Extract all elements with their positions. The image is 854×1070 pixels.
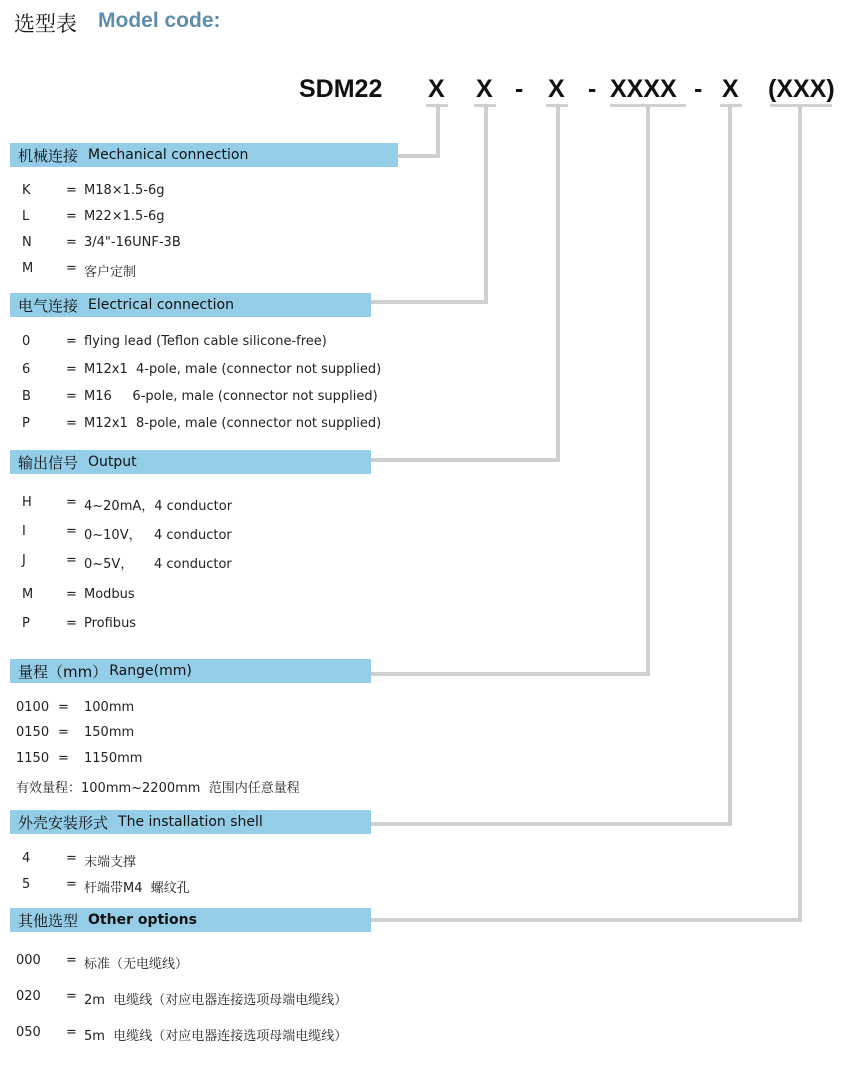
connector-line bbox=[556, 104, 560, 462]
section-title-cn: 机械连接 bbox=[18, 146, 79, 165]
section-title-cn: 其他选型 bbox=[18, 911, 79, 930]
section-title-cn: 外壳安装形式 bbox=[18, 813, 109, 832]
code-seg-output: X bbox=[548, 75, 565, 103]
code-dash: - bbox=[515, 75, 524, 103]
connector-line bbox=[484, 104, 488, 304]
connector-line bbox=[371, 458, 560, 462]
section-title-en: Electrical connection bbox=[88, 297, 234, 313]
connector-line bbox=[371, 822, 732, 826]
code-prefix: SDM22 bbox=[299, 75, 383, 103]
page-title-cn: 选型表 bbox=[14, 12, 77, 36]
connector-line bbox=[371, 672, 650, 676]
section-title-en: Other options bbox=[88, 912, 197, 928]
section-title-cn: 输出信号 bbox=[18, 453, 79, 472]
connector-line bbox=[646, 104, 650, 676]
section-header-mechanical bbox=[10, 143, 398, 167]
code-dash: - bbox=[588, 75, 597, 103]
section-header-output bbox=[10, 450, 371, 474]
section-title-en: The installation shell bbox=[118, 814, 263, 830]
section-header-range bbox=[10, 659, 371, 683]
connector-line bbox=[371, 918, 802, 922]
range-note: 有效量程：100mm~2200mm 范围内任意量程 bbox=[16, 781, 300, 796]
code-seg-shell: X bbox=[722, 75, 739, 103]
section-header-options bbox=[10, 908, 371, 932]
code-seg-electrical: X bbox=[476, 75, 493, 103]
section-title-en: Range(mm) bbox=[109, 663, 192, 679]
section-title-cn: 电气连接 bbox=[18, 296, 79, 315]
code-seg-options: (XXX) bbox=[768, 75, 835, 103]
section-title-en: Output bbox=[88, 454, 137, 470]
code-seg-range: XXXX bbox=[610, 75, 677, 103]
connector-line bbox=[436, 104, 440, 158]
connector-line bbox=[371, 300, 488, 304]
section-title-cn: 量程（mm） bbox=[18, 662, 108, 681]
section-header-electrical bbox=[10, 293, 371, 317]
section-header-shell bbox=[10, 810, 371, 834]
code-seg-mechanical: X bbox=[428, 75, 445, 103]
connector-line bbox=[728, 104, 732, 826]
connector-line bbox=[798, 104, 802, 922]
section-title-en: Mechanical connection bbox=[88, 147, 249, 163]
code-dash: - bbox=[694, 75, 703, 103]
page-title-en: Model code: bbox=[98, 9, 221, 32]
connector-line bbox=[398, 154, 440, 158]
